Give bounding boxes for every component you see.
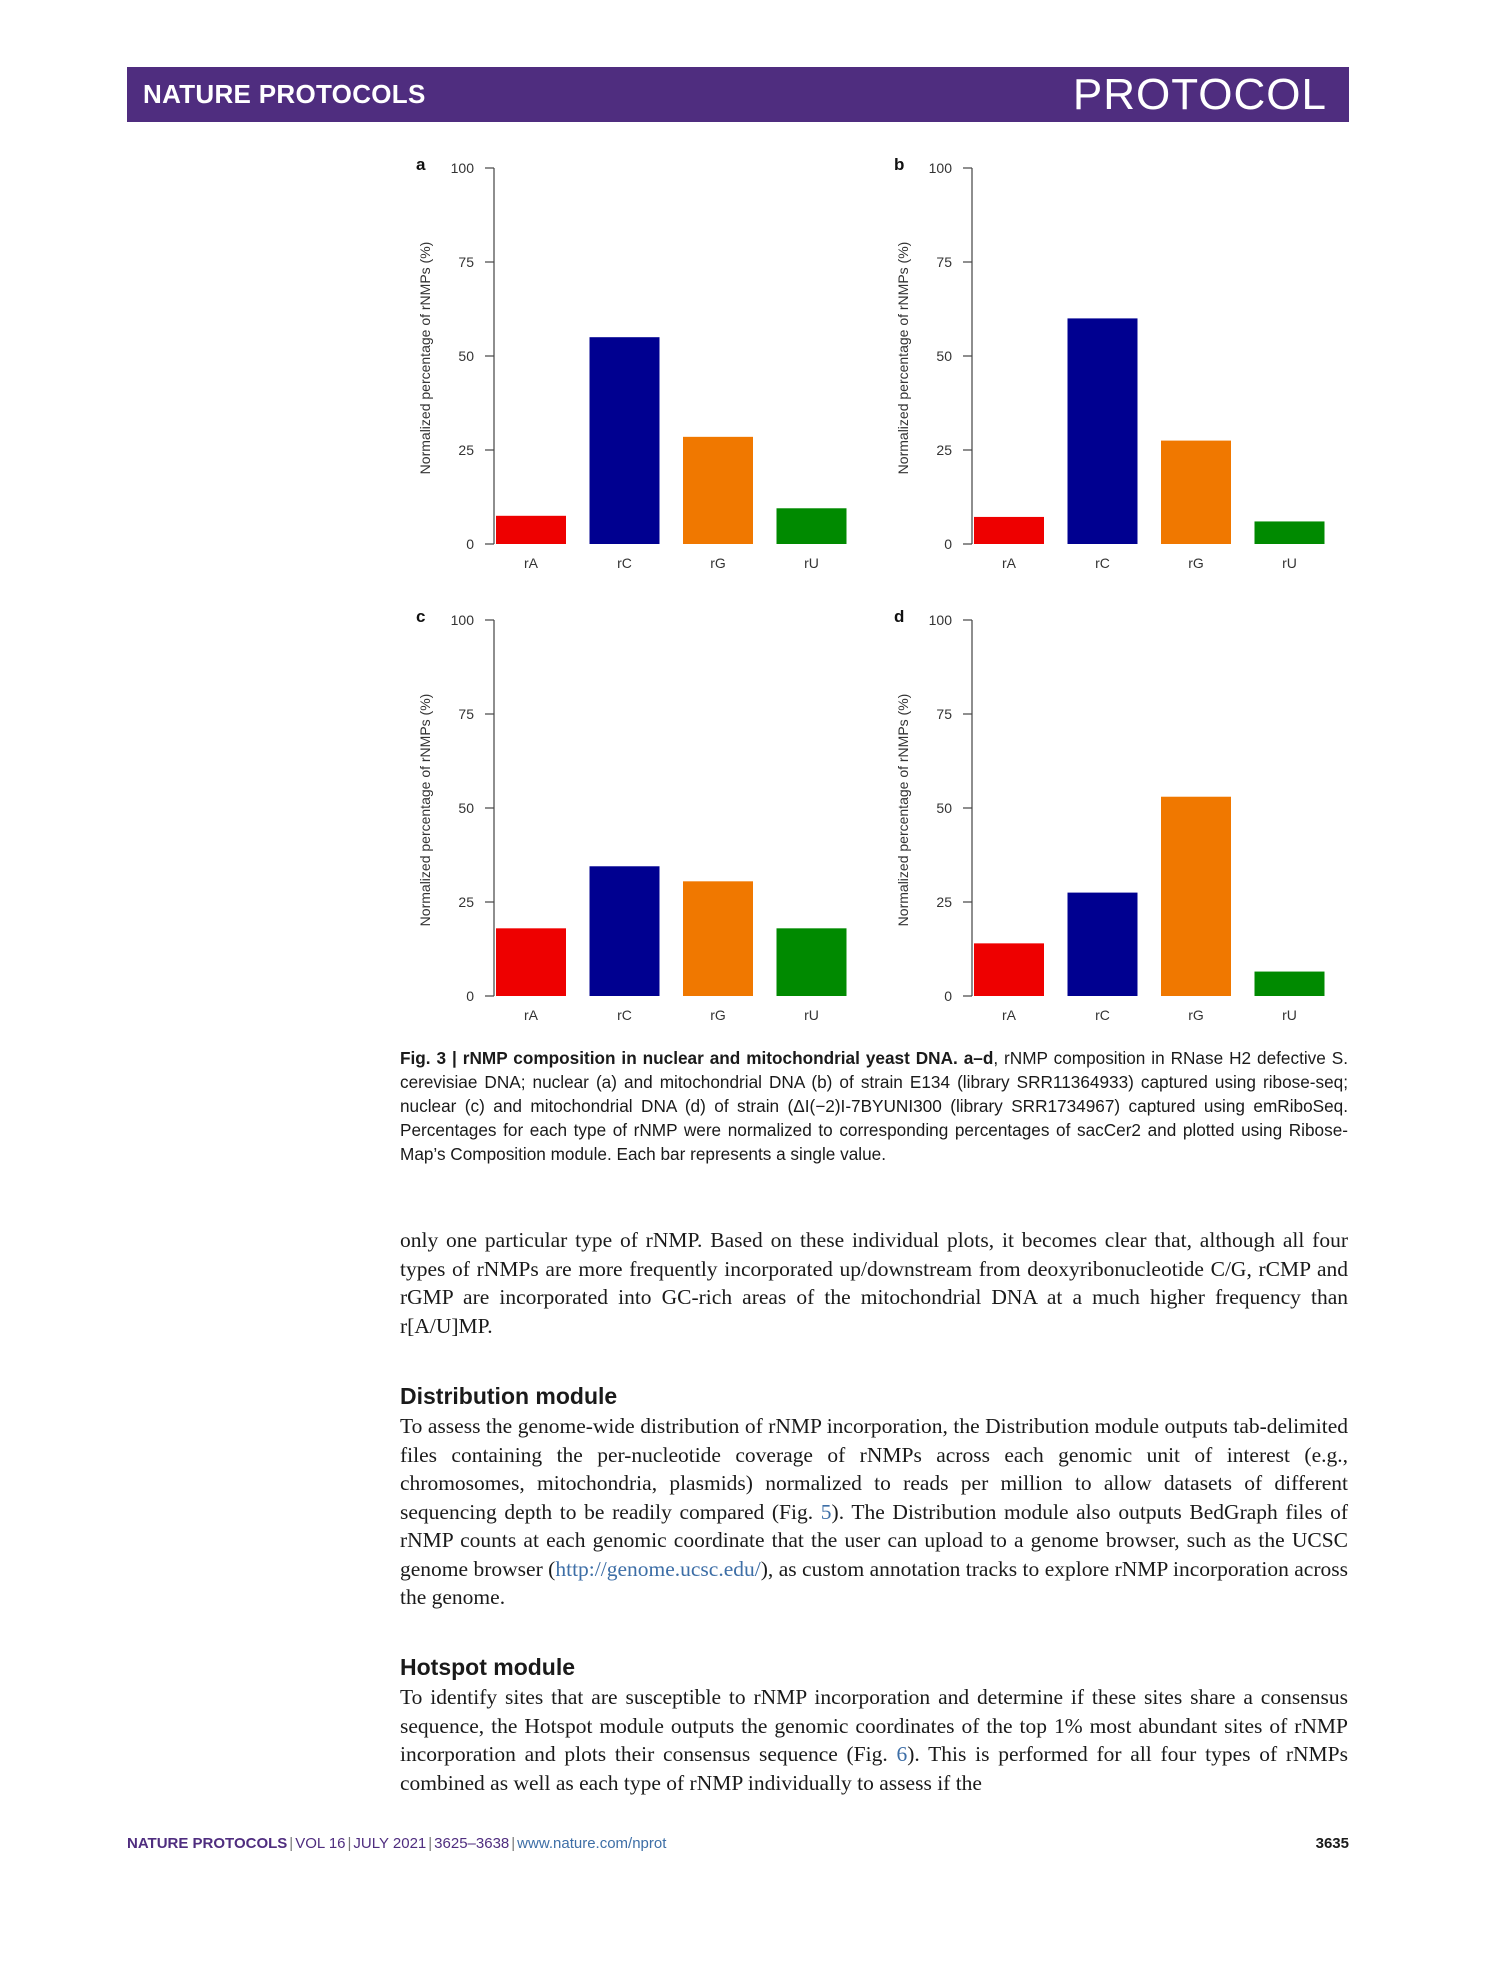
figure-caption-label: Fig. 3 | rNMP composition in nuclear and mitochondrial yeast DNA. a–d	[400, 1048, 994, 1068]
footer-volume: VOL 16	[295, 1835, 346, 1852]
x-tick-label: rA	[524, 1007, 538, 1023]
y-tick-label: 25	[936, 894, 952, 910]
bar-rG	[683, 437, 753, 544]
bar-rC	[1068, 893, 1138, 996]
bar-rG	[1161, 797, 1231, 996]
panel-label: d	[894, 607, 905, 626]
y-axis-label: Normalized percentage of rNMPs (%)	[417, 693, 433, 927]
bar-rC	[590, 337, 660, 544]
section-title-distribution: Distribution module	[400, 1383, 618, 1409]
panel-label: c	[416, 607, 426, 626]
y-tick-label: 75	[458, 254, 474, 270]
x-tick-label: rU	[1282, 1007, 1297, 1023]
section-text-part: ), as custom annotation tracks to explore rNMP incorporation across the genome.	[400, 1556, 1348, 1609]
x-tick-label: rC	[617, 1007, 632, 1023]
bar-rU	[1255, 972, 1325, 996]
y-tick-label: 50	[458, 348, 474, 364]
y-tick-label: 75	[458, 706, 474, 722]
section-text-part: To assess the genome-wide distribution of rNMP incorporation, the Distribution module outputs tab-delimited files containing the per-nucleotide coverage of rNMPs across each genomic unit of interest (e.g., chromosomes, mitochondria, plasmids) normalized to reads per million to allow datasets of different sequencing depth to be readily compared (Fig.	[400, 1414, 1348, 1524]
figure-caption-text: , rNMP composition in RNase H2 defective S. cerevisiae DNA; nuclear (a) and mitochondrial DNA (b) of strain E134 (library SRR11364933) captured using ribose-seq; nuclear (c) and mitochondrial DNA (d) of strain (ΔI(−2)I-7BYUNI300 (library SRR1734967) captured using emRiboSeq. Percentages for each type of rNMP were normalized to corresponding percentages of sacCer2 and plotted using Ribose-Map’s Composition module. Each bar represents a single value.	[400, 1048, 1349, 1164]
x-tick-label: rA	[524, 555, 538, 571]
figure-caption	[400, 1046, 1348, 1166]
y-tick-label: 25	[458, 442, 474, 458]
figure-reference-link[interactable]: 6	[896, 1742, 908, 1766]
section-text-part: To identify sites that are susceptible to rNMP incorporation and determine if these sites share a consensus sequence, the Hotspot module outputs the genomic coordinates of the top 1% most abundant sites of rNMP incorporation and plots their consensus sequence (Fig.	[400, 1685, 1348, 1766]
journal-name: NATURE PROTOCOLS	[143, 79, 426, 109]
bar-rA	[496, 928, 566, 996]
footer-journal: NATURE PROTOCOLS	[127, 1835, 288, 1852]
x-tick-label: rU	[804, 555, 819, 571]
bar-rA	[974, 943, 1044, 996]
y-axis-label: Normalized percentage of rNMPs (%)	[417, 241, 433, 475]
y-axis-label: Normalized percentage of rNMPs (%)	[895, 241, 911, 475]
bar-rG	[1161, 441, 1231, 544]
y-tick-label: 25	[936, 442, 952, 458]
x-tick-label: rC	[1095, 555, 1110, 571]
panel-label: b	[894, 155, 905, 174]
bar-rC	[1068, 318, 1138, 544]
chart-panel-c	[400, 602, 870, 1042]
section-text-hotspot	[400, 1683, 1348, 1797]
x-tick-label: rG	[710, 1007, 726, 1023]
bar-rA	[974, 517, 1044, 544]
section-text-part: ). This is performed for all four types of rNMPs combined as well as each type of rNMP individually to assess if the	[400, 1742, 1349, 1795]
section-title-hotspot: Hotspot module	[400, 1654, 576, 1680]
x-tick-label: rG	[1188, 1007, 1204, 1023]
x-tick-label: rC	[1095, 1007, 1110, 1023]
y-tick-label: 0	[944, 536, 952, 552]
y-tick-label: 75	[936, 706, 952, 722]
x-tick-label: rA	[1002, 555, 1016, 571]
y-tick-label: 0	[466, 988, 474, 1004]
page-footer: NATURE PROTOCOLS | VOL 16 | JULY 2021 | 3625–3638 | www.nature.com/nprot 3635	[127, 1835, 1349, 1852]
y-tick-label: 100	[928, 612, 952, 628]
y-tick-label: 100	[450, 612, 474, 628]
x-tick-label: rU	[804, 1007, 819, 1023]
page-number: 3635	[1315, 1835, 1349, 1852]
y-tick-label: 100	[928, 160, 952, 176]
x-tick-label: rA	[1002, 1007, 1016, 1023]
panel-label: a	[416, 155, 426, 174]
x-tick-label: rU	[1282, 555, 1297, 571]
y-tick-label: 100	[450, 160, 474, 176]
y-tick-label: 75	[936, 254, 952, 270]
chart-panel-b	[878, 150, 1348, 590]
chart-panel-a	[400, 150, 870, 590]
paragraph-continuation: only one particular type of rNMP. Based on these individual plots, it becomes clear that, although all four types of rNMPs are more frequently incorporated up/downstream from deoxyribonucleotide C/G, rCMP and rGMP are incorporated into GC-rich areas of the mitochondrial DNA at a much higher frequency than r[A/U]MP.	[400, 1228, 1348, 1338]
x-tick-label: rG	[1188, 555, 1204, 571]
article-type: PROTOCOL	[1072, 70, 1327, 119]
y-tick-label: 0	[466, 536, 474, 552]
journal-header-bar	[127, 67, 1349, 122]
x-tick-label: rG	[710, 555, 726, 571]
bar-rU	[777, 928, 847, 996]
footer-url-link[interactable]: www.nature.com/nprot	[517, 1835, 667, 1852]
ucsc-genome-link[interactable]: http://genome.ucsc.edu/	[555, 1556, 761, 1581]
bar-rC	[590, 866, 660, 996]
section-text-distribution	[400, 1412, 1348, 1612]
section-text-part: ). The Distribution module also outputs BedGraph files of rNMP counts at each genomic coordinate that the user can upload to a genome browser, such as the UCSC genome browser (	[400, 1499, 1349, 1581]
y-tick-label: 50	[936, 348, 952, 364]
bar-rG	[683, 881, 753, 996]
y-tick-label: 50	[458, 800, 474, 816]
y-tick-label: 0	[944, 988, 952, 1004]
bar-rA	[496, 516, 566, 544]
y-axis-label: Normalized percentage of rNMPs (%)	[895, 693, 911, 927]
y-tick-label: 25	[458, 894, 474, 910]
footer-pages: 3625–3638	[434, 1835, 510, 1852]
y-tick-label: 50	[936, 800, 952, 816]
bar-rU	[1255, 521, 1325, 544]
figure-reference-link[interactable]: 5	[820, 1499, 832, 1524]
bar-rU	[777, 508, 847, 544]
chart-panel-d	[878, 602, 1348, 1042]
x-tick-label: rC	[617, 555, 632, 571]
footer-date: JULY 2021	[353, 1835, 427, 1852]
